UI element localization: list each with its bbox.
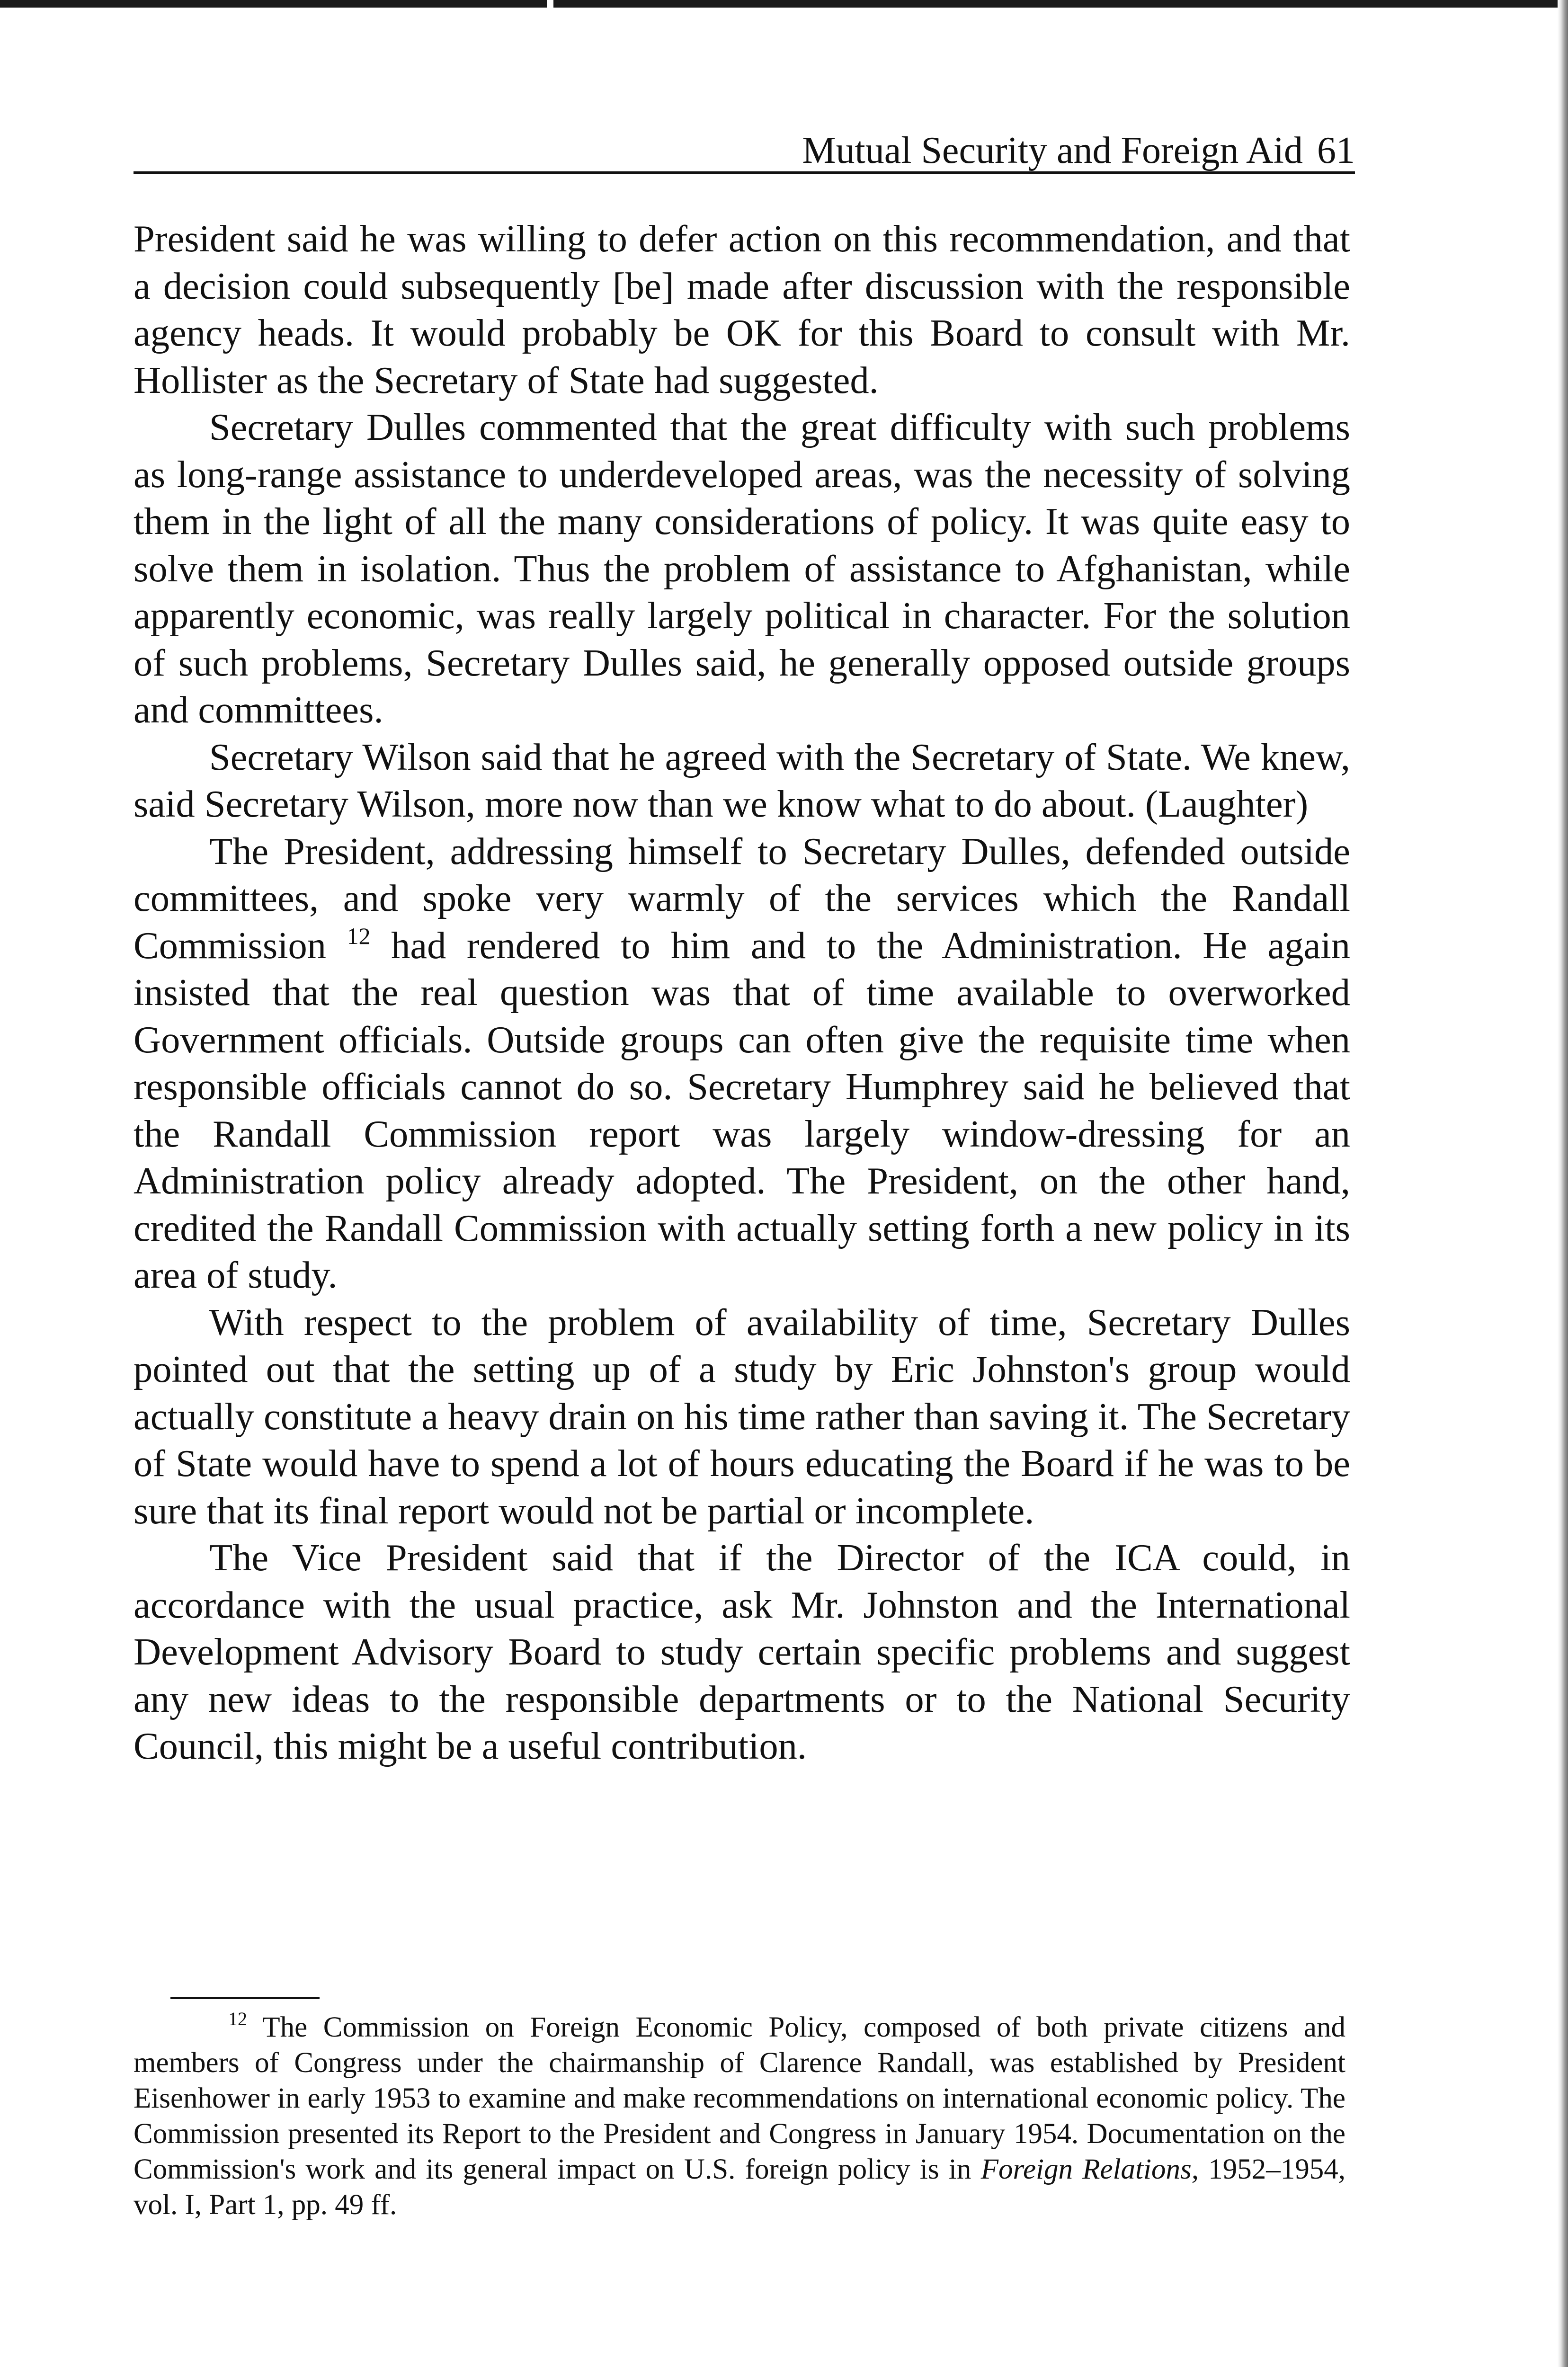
body-text [134,215,1350,1770]
scan-top-gap [547,0,553,8]
footnote-paragraph [134,2010,1345,2223]
footnote [134,2010,1345,2223]
scan-top-edge [0,0,1568,8]
footnote-italic-title: Foreign Relations, [980,2153,1199,2185]
paragraph-5: With respect to the problem of availability of time, Secretary Dulles pointed out that the setting up of a study by Eric Johnston's group would actually constitute a heavy drain on his time rather than saving it. The Secretary of State would have to spend a lot of hours educating the Board if he was to be sure that its final report would not be partial or incomplete. [134,1301,1350,1532]
paragraph-3: Secretary Wilson said that he agreed with the Secretary of State. We knew, said Secretary Wilson, more now than we know what to do about. (Laughter) [134,736,1350,825]
paragraph-6: The Vice President said that if the Director of the ICA could, in accordance with the usual practice, ask Mr. Johnston and the International Development Advisory Board to study certain specific problems and suggest any new ideas to the responsible departments or to the National Security Council, this might be a useful contribution. [134,1537,1350,1767]
footnote-reference: 12 [347,922,371,949]
footnote-number: 12 [228,2008,247,2029]
paragraph-4-part-2: had rendered to him and to the Administration. He again insisted that the real question was that of time available to overworked Government officials. Outside groups can often give the requisite time when responsible officials cannot do so. Secretary Humphrey said he believed that the Randall Commission report was largely window-dressing for an Administration policy already adopted. The President, on the other hand, credited the Randall Commission with actually setting forth a new policy in its area of study. [134,924,1350,1296]
footnote-text-2: 1952–1954, vol. I, Part 1, pp. 49 ff. [134,2153,1346,2221]
running-header-title: Mutual Security and Foreign Aid [802,130,1303,171]
running-header [134,128,1355,173]
paragraph-4-part-1: The President, addressing himself to Secretary Dulles, defended outside committees, and spoke very warmly of the services which the Randall Commission [134,830,1350,967]
paragraph-2: Secretary Dulles commented that the great difficulty with such problems as long-range assistance to underdeveloped areas, was the necessity of solving them in the light of all the many considerations of policy. It was quite easy to solve them in isolation. Thus the problem of assistance to Afghanistan, while apparently economic, was really largely political in character. For the solution of such problems, Secretary Dulles said, he generally opposed outside groups and committees. [134,406,1350,731]
footnote-text-1: The Commission on Foreign Economic Policy, composed of both private citizens and members of Congress under the chairmanship of Clarence Randall, was established by President Eisenhower in early 1953 to examine and make recommendations on international economic policy. The Commission presented its Report to the President and Congress in January 1954. Documentation on the Commission's work and its general impact on U.S. foreign policy is in [134,2011,1345,2185]
scan-right-edge [1558,0,1568,2367]
page-number: 61 [1317,130,1355,171]
paragraph-4 [134,828,1350,1299]
paragraph-1: President said he was willing to defer action on this recommendation, and that a decision could subsequently [be] made after discussion with the responsible agency heads. It would probably be OK for this Board to consult with Mr. Hollister as the Secretary of State had suggested. [134,218,1350,401]
footnote-rule [170,1997,320,1999]
header-rule [134,171,1355,174]
